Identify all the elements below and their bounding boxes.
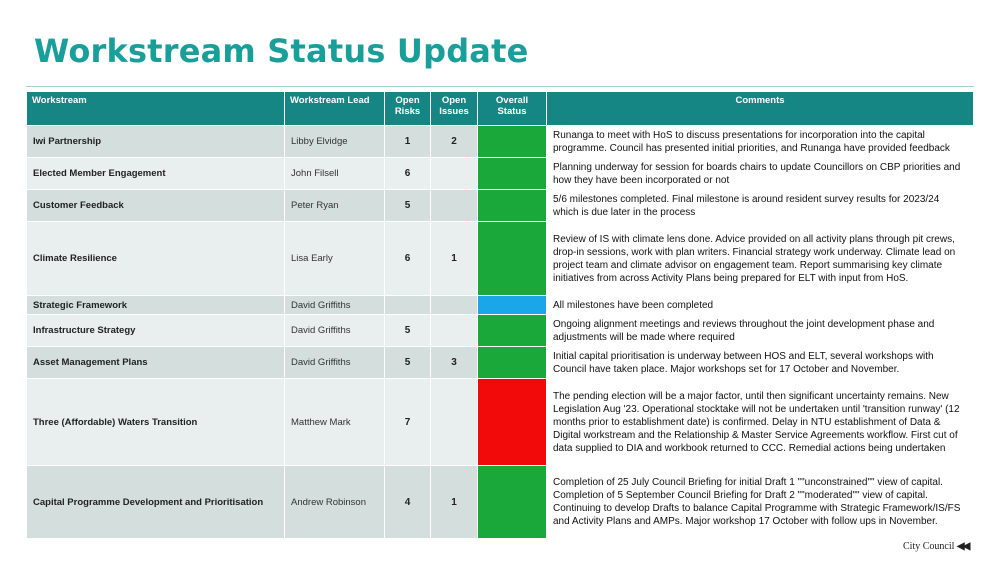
open-risks: 6	[385, 222, 430, 295]
open-risks: 7	[385, 379, 430, 465]
workstream-name: Strategic Framework	[27, 296, 284, 314]
logo-text: City Council	[903, 541, 955, 552]
table-row	[27, 347, 973, 378]
header-open-risks: Open Risks	[385, 92, 430, 125]
overall-status-indicator	[478, 379, 546, 465]
workstream-name: Climate Resilience	[27, 222, 284, 295]
comment: Planning underway for session for boards chairs to update Councillors on CBP priorities and how they have been incorporated or not	[547, 158, 973, 189]
header-open-issues: Open Issues	[431, 92, 477, 125]
table-header-row	[27, 92, 973, 125]
open-issues: 1	[431, 466, 477, 538]
workstream-lead: Peter Ryan	[285, 190, 384, 221]
workstream-lead: Lisa Early	[285, 222, 384, 295]
workstream-name: Iwi Partnership	[27, 126, 284, 157]
open-issues	[431, 315, 477, 346]
open-issues: 2	[431, 126, 477, 157]
comment: Completion of 25 July Council Briefing for initial Draft 1 ""unconstrained"" view of capital. Completion of 5 September Council Briefing for Draft 2 ""moderated"" view of capital. Continuing to develop Drafts to balance Capital Programme with Strategic Framework/IS/FS and Activity Plans and AMPs. Major workshop 17 October with follow ups in November.	[547, 466, 973, 538]
table-row	[27, 126, 973, 157]
header-comments: Comments	[547, 92, 973, 125]
overall-status-indicator	[478, 296, 546, 314]
open-issues: 3	[431, 347, 477, 378]
workstream-name: Customer Feedback	[27, 190, 284, 221]
workstream-lead: David Griffiths	[285, 296, 384, 314]
open-risks: 6	[385, 158, 430, 189]
open-issues	[431, 158, 477, 189]
table-row	[27, 379, 973, 465]
header-lead: Workstream Lead	[285, 92, 384, 125]
comment: The pending election will be a major factor, until then significant uncertainty remains. New Legislation Aug '23. Operational stocktake will not be undertaken until 'transition runway' (12 months prior to establishment date) is confirmed. Delay in NTU establishment of Data & Digital workstream and the Relationship & Master Service Agreements workflow. First cut of data supplied to DIA and workbook returned to CCC. Remedial actions being undertaken	[547, 379, 973, 465]
table-row	[27, 296, 973, 314]
table-row	[27, 466, 973, 538]
open-risks: 1	[385, 126, 430, 157]
workstream-name: Elected Member Engagement	[27, 158, 284, 189]
header-overall-status: Overall Status	[478, 92, 546, 125]
table-row	[27, 190, 973, 221]
title-divider	[26, 86, 974, 87]
open-risks: 5	[385, 190, 430, 221]
workstream-lead: Libby Elvidge	[285, 126, 384, 157]
comment: 5/6 milestones completed. Final milestone is around resident survey results for 2023/24 which is due later in the process	[547, 190, 973, 221]
open-risks: 5	[385, 315, 430, 346]
open-risks: 5	[385, 347, 430, 378]
comment: Ongoing alignment meetings and reviews throughout the joint development phase and adjustments will be made where required	[547, 315, 973, 346]
comment: Initial capital prioritisation is underway between HOS and ELT, several workshops with Council have taken place. Major workshops set for 17 October and November.	[547, 347, 973, 378]
open-risks	[385, 296, 430, 314]
comment: All milestones have been completed	[547, 296, 973, 314]
page-title: Workstream Status Update	[34, 32, 529, 70]
open-issues	[431, 190, 477, 221]
overall-status-indicator	[478, 190, 546, 221]
overall-status-indicator	[478, 222, 546, 295]
workstream-name: Capital Programme Development and Prioritisation	[27, 466, 284, 538]
workstream-name: Asset Management Plans	[27, 347, 284, 378]
workstream-status-table	[26, 91, 974, 539]
council-logo	[903, 541, 968, 552]
workstream-lead: John Filsell	[285, 158, 384, 189]
open-issues	[431, 379, 477, 465]
header-workstream: Workstream	[27, 92, 284, 125]
table-row	[27, 315, 973, 346]
open-issues	[431, 296, 477, 314]
table-row	[27, 222, 973, 295]
logo-mark-icon: ◀◀	[956, 541, 969, 552]
workstream-lead: David Griffiths	[285, 347, 384, 378]
workstream-lead: Andrew Robinson	[285, 466, 384, 538]
overall-status-indicator	[478, 347, 546, 378]
open-issues: 1	[431, 222, 477, 295]
comment: Review of IS with climate lens done. Advice provided on all activity plans through pit crews, drop-in sessions, work with plan writers. Financial strategy work underway. Climate lead on project team and climate advisor on engagement team. Report summarising key climate initiatives from across Activity Plans being prepared for ELT with input from HoS.	[547, 222, 973, 295]
open-risks: 4	[385, 466, 430, 538]
workstream-lead: Matthew Mark	[285, 379, 384, 465]
overall-status-indicator	[478, 158, 546, 189]
workstream-lead: David Griffiths	[285, 315, 384, 346]
comment: Runanga to meet with HoS to discuss presentations for incorporation into the capital programme. Council has presented initial priorities, and Runanga have provided feedback	[547, 126, 973, 157]
overall-status-indicator	[478, 315, 546, 346]
table-row	[27, 158, 973, 189]
workstream-name: Three (Affordable) Waters Transition	[27, 379, 284, 465]
workstream-name: Infrastructure Strategy	[27, 315, 284, 346]
overall-status-indicator	[478, 126, 546, 157]
overall-status-indicator	[478, 466, 546, 538]
